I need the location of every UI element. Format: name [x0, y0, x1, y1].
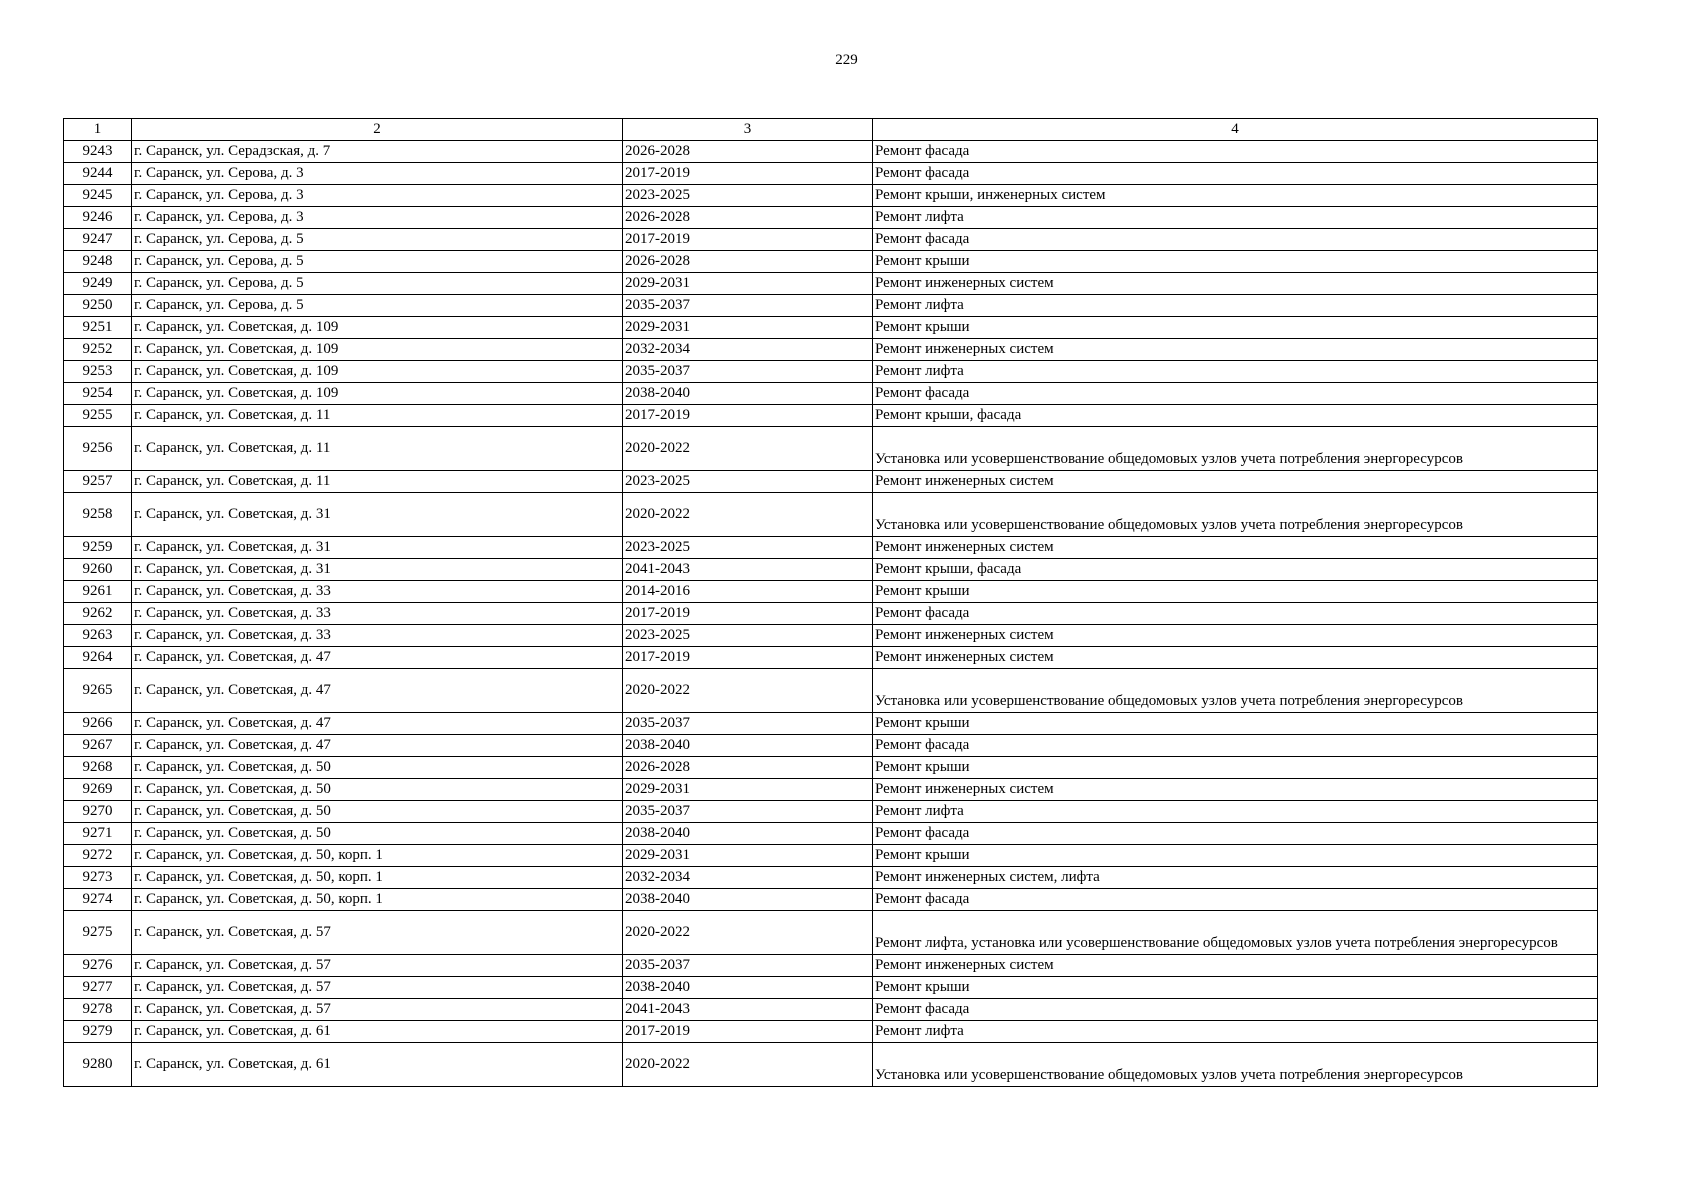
period-cell: 2038-2040	[623, 823, 873, 845]
work-type-cell: Ремонт инженерных систем	[873, 647, 1598, 669]
period-cell: 2038-2040	[623, 383, 873, 405]
table-row	[64, 647, 1598, 669]
table-row	[64, 1021, 1598, 1043]
row-number-cell: 9274	[64, 889, 132, 911]
row-number-cell: 9256	[64, 427, 132, 471]
address-cell: г. Саранск, ул. Советская, д. 61	[132, 1043, 623, 1087]
address-cell: г. Саранск, ул. Советская, д. 61	[132, 1021, 623, 1043]
row-number-cell: 9275	[64, 911, 132, 955]
period-cell: 2026-2028	[623, 251, 873, 273]
table-header	[64, 119, 1598, 141]
row-number-cell: 9247	[64, 229, 132, 251]
period-cell: 2023-2025	[623, 471, 873, 493]
address-cell: г. Саранск, ул. Серова, д. 5	[132, 251, 623, 273]
address-cell: г. Саранск, ул. Советская, д. 57	[132, 955, 623, 977]
address-cell: г. Саранск, ул. Серова, д. 5	[132, 229, 623, 251]
period-cell: 2038-2040	[623, 977, 873, 999]
work-type-cell: Ремонт фасада	[873, 141, 1598, 163]
period-cell: 2020-2022	[623, 493, 873, 537]
row-number-cell: 9280	[64, 1043, 132, 1087]
period-cell: 2029-2031	[623, 273, 873, 295]
address-cell: г. Саранск, ул. Советская, д. 47	[132, 713, 623, 735]
column-header-1: 1	[64, 119, 132, 141]
work-type-cell: Ремонт крыши	[873, 845, 1598, 867]
row-number-cell: 9269	[64, 779, 132, 801]
table-row	[64, 537, 1598, 559]
period-cell: 2017-2019	[623, 405, 873, 427]
work-type-cell: Ремонт фасада	[873, 823, 1598, 845]
address-cell: г. Саранск, ул. Советская, д. 31	[132, 493, 623, 537]
row-number-cell: 9271	[64, 823, 132, 845]
table-row	[64, 471, 1598, 493]
work-type-cell: Ремонт фасада	[873, 999, 1598, 1021]
page-number: 229	[835, 52, 858, 68]
address-cell: г. Саранск, ул. Советская, д. 33	[132, 581, 623, 603]
table-row	[64, 845, 1598, 867]
row-number-cell: 9270	[64, 801, 132, 823]
period-cell: 2032-2034	[623, 339, 873, 361]
table-row	[64, 229, 1598, 251]
table-row	[64, 999, 1598, 1021]
work-type-cell: Ремонт фасада	[873, 383, 1598, 405]
row-number-cell: 9273	[64, 867, 132, 889]
table-row	[64, 1043, 1598, 1087]
work-type-cell: Ремонт инженерных систем	[873, 955, 1598, 977]
row-number-cell: 9259	[64, 537, 132, 559]
table-row	[64, 361, 1598, 383]
work-type-cell: Ремонт инженерных систем	[873, 779, 1598, 801]
work-type-cell: Ремонт инженерных систем	[873, 471, 1598, 493]
row-number-cell: 9276	[64, 955, 132, 977]
work-type-cell: Установка или усовершенствование общедомовых узлов учета потребления энергоресурсов	[873, 1043, 1598, 1087]
table-row	[64, 911, 1598, 955]
address-cell: г. Саранск, ул. Серова, д. 3	[132, 185, 623, 207]
period-cell: 2029-2031	[623, 845, 873, 867]
table-row	[64, 801, 1598, 823]
period-cell: 2035-2037	[623, 361, 873, 383]
work-type-cell: Ремонт крыши	[873, 977, 1598, 999]
work-type-cell: Ремонт фасада	[873, 163, 1598, 185]
work-type-cell: Ремонт лифта	[873, 801, 1598, 823]
work-type-cell: Ремонт лифта	[873, 207, 1598, 229]
period-cell: 2020-2022	[623, 1043, 873, 1087]
row-number-cell: 9244	[64, 163, 132, 185]
row-number-cell: 9262	[64, 603, 132, 625]
table-row	[64, 977, 1598, 999]
row-number-cell: 9246	[64, 207, 132, 229]
row-number-cell: 9279	[64, 1021, 132, 1043]
table-row	[64, 163, 1598, 185]
address-cell: г. Саранск, ул. Советская, д. 50, корп. 1	[132, 845, 623, 867]
row-number-cell: 9249	[64, 273, 132, 295]
column-header-3: 3	[623, 119, 873, 141]
work-type-cell: Ремонт фасада	[873, 229, 1598, 251]
work-type-cell: Ремонт лифта	[873, 295, 1598, 317]
period-cell: 2017-2019	[623, 229, 873, 251]
address-cell: г. Саранск, ул. Серадзская, д. 7	[132, 141, 623, 163]
row-number-cell: 9253	[64, 361, 132, 383]
address-cell: г. Саранск, ул. Советская, д. 109	[132, 383, 623, 405]
address-cell: г. Саранск, ул. Советская, д. 31	[132, 559, 623, 581]
work-type-cell: Ремонт лифта, установка или усовершенствование общедомовых узлов учета потребления энергоресурсов	[873, 911, 1598, 955]
table-row	[64, 867, 1598, 889]
address-cell: г. Саранск, ул. Советская, д. 109	[132, 317, 623, 339]
address-cell: г. Саранск, ул. Советская, д. 50, корп. 1	[132, 889, 623, 911]
table-row	[64, 889, 1598, 911]
table-row	[64, 273, 1598, 295]
period-cell: 2017-2019	[623, 1021, 873, 1043]
table-row	[64, 339, 1598, 361]
work-type-cell: Ремонт крыши	[873, 251, 1598, 273]
row-number-cell: 9264	[64, 647, 132, 669]
work-type-cell: Ремонт крыши	[873, 581, 1598, 603]
period-cell: 2038-2040	[623, 889, 873, 911]
address-cell: г. Саранск, ул. Советская, д. 11	[132, 471, 623, 493]
period-cell: 2017-2019	[623, 647, 873, 669]
table-row	[64, 955, 1598, 977]
address-cell: г. Саранск, ул. Советская, д. 50	[132, 779, 623, 801]
work-type-cell: Ремонт фасада	[873, 889, 1598, 911]
address-cell: г. Саранск, ул. Серова, д. 5	[132, 295, 623, 317]
row-number-cell: 9265	[64, 669, 132, 713]
work-type-cell: Установка или усовершенствование общедомовых узлов учета потребления энергоресурсов	[873, 493, 1598, 537]
work-type-cell: Ремонт инженерных систем	[873, 537, 1598, 559]
table-row	[64, 713, 1598, 735]
period-cell: 2041-2043	[623, 999, 873, 1021]
address-cell: г. Саранск, ул. Советская, д. 47	[132, 647, 623, 669]
row-number-cell: 9272	[64, 845, 132, 867]
address-cell: г. Саранск, ул. Советская, д. 47	[132, 669, 623, 713]
address-cell: г. Саранск, ул. Советская, д. 33	[132, 603, 623, 625]
row-number-cell: 9255	[64, 405, 132, 427]
work-type-cell: Ремонт инженерных систем	[873, 273, 1598, 295]
period-cell: 2035-2037	[623, 955, 873, 977]
period-cell: 2038-2040	[623, 735, 873, 757]
period-cell: 2041-2043	[623, 559, 873, 581]
table-row	[64, 383, 1598, 405]
table-row	[64, 559, 1598, 581]
work-type-cell: Ремонт крыши	[873, 317, 1598, 339]
work-type-cell: Ремонт крыши	[873, 713, 1598, 735]
period-cell: 2026-2028	[623, 141, 873, 163]
table-row	[64, 735, 1598, 757]
row-number-cell: 9260	[64, 559, 132, 581]
address-cell: г. Саранск, ул. Советская, д. 57	[132, 977, 623, 999]
address-cell: г. Саранск, ул. Советская, д. 57	[132, 911, 623, 955]
table-row	[64, 141, 1598, 163]
table-row	[64, 405, 1598, 427]
period-cell: 2035-2037	[623, 295, 873, 317]
table-row	[64, 493, 1598, 537]
row-number-cell: 9268	[64, 757, 132, 779]
row-number-cell: 9252	[64, 339, 132, 361]
table-row	[64, 669, 1598, 713]
period-cell: 2029-2031	[623, 779, 873, 801]
table-row	[64, 757, 1598, 779]
row-number-cell: 9251	[64, 317, 132, 339]
period-cell: 2020-2022	[623, 427, 873, 471]
table-row	[64, 251, 1598, 273]
table-row	[64, 427, 1598, 471]
row-number-cell: 9254	[64, 383, 132, 405]
period-cell: 2026-2028	[623, 207, 873, 229]
work-type-cell: Ремонт фасада	[873, 603, 1598, 625]
address-cell: г. Саранск, ул. Советская, д. 33	[132, 625, 623, 647]
row-number-cell: 9267	[64, 735, 132, 757]
work-type-cell: Ремонт фасада	[873, 735, 1598, 757]
period-cell: 2023-2025	[623, 185, 873, 207]
address-cell: г. Саранск, ул. Советская, д. 47	[132, 735, 623, 757]
address-cell: г. Саранск, ул. Серова, д. 5	[132, 273, 623, 295]
work-type-cell: Ремонт инженерных систем	[873, 625, 1598, 647]
work-type-cell: Ремонт крыши, инженерных систем	[873, 185, 1598, 207]
row-number-cell: 9261	[64, 581, 132, 603]
period-cell: 2026-2028	[623, 757, 873, 779]
row-number-cell: 9250	[64, 295, 132, 317]
row-number-cell: 9243	[64, 141, 132, 163]
period-cell: 2023-2025	[623, 537, 873, 559]
table-row	[64, 185, 1598, 207]
period-cell: 2020-2022	[623, 669, 873, 713]
address-cell: г. Саранск, ул. Серова, д. 3	[132, 163, 623, 185]
row-number-cell: 9263	[64, 625, 132, 647]
table-row	[64, 823, 1598, 845]
table-row	[64, 603, 1598, 625]
column-header-2: 2	[132, 119, 623, 141]
repair-schedule-table	[63, 118, 1598, 1087]
work-type-cell: Установка или усовершенствование общедомовых узлов учета потребления энергоресурсов	[873, 669, 1598, 713]
period-cell: 2014-2016	[623, 581, 873, 603]
period-cell: 2017-2019	[623, 603, 873, 625]
table-row	[64, 295, 1598, 317]
address-cell: г. Саранск, ул. Серова, д. 3	[132, 207, 623, 229]
work-type-cell: Ремонт крыши, фасада	[873, 405, 1598, 427]
work-type-cell: Установка или усовершенствование общедомовых узлов учета потребления энергоресурсов	[873, 427, 1598, 471]
row-number-cell: 9277	[64, 977, 132, 999]
row-number-cell: 9278	[64, 999, 132, 1021]
table-row	[64, 207, 1598, 229]
address-cell: г. Саранск, ул. Советская, д. 50	[132, 823, 623, 845]
period-cell: 2032-2034	[623, 867, 873, 889]
row-number-cell: 9248	[64, 251, 132, 273]
work-type-cell: Ремонт лифта	[873, 1021, 1598, 1043]
period-cell: 2035-2037	[623, 713, 873, 735]
address-cell: г. Саранск, ул. Советская, д. 109	[132, 339, 623, 361]
column-header-4: 4	[873, 119, 1598, 141]
period-cell: 2020-2022	[623, 911, 873, 955]
work-type-cell: Ремонт инженерных систем	[873, 339, 1598, 361]
row-number-cell: 9245	[64, 185, 132, 207]
header-row	[64, 119, 1598, 141]
row-number-cell: 9258	[64, 493, 132, 537]
table-row	[64, 317, 1598, 339]
period-cell: 2029-2031	[623, 317, 873, 339]
address-cell: г. Саранск, ул. Советская, д. 109	[132, 361, 623, 383]
work-type-cell: Ремонт крыши	[873, 757, 1598, 779]
period-cell: 2017-2019	[623, 163, 873, 185]
table-row	[64, 581, 1598, 603]
address-cell: г. Саранск, ул. Советская, д. 50	[132, 757, 623, 779]
address-cell: г. Саранск, ул. Советская, д. 57	[132, 999, 623, 1021]
table-body	[64, 141, 1598, 1087]
address-cell: г. Саранск, ул. Советская, д. 50	[132, 801, 623, 823]
address-cell: г. Саранск, ул. Советская, д. 31	[132, 537, 623, 559]
address-cell: г. Саранск, ул. Советская, д. 50, корп. 1	[132, 867, 623, 889]
row-number-cell: 9266	[64, 713, 132, 735]
work-type-cell: Ремонт крыши, фасада	[873, 559, 1598, 581]
period-cell: 2035-2037	[623, 801, 873, 823]
period-cell: 2023-2025	[623, 625, 873, 647]
table-row	[64, 779, 1598, 801]
row-number-cell: 9257	[64, 471, 132, 493]
table-row	[64, 625, 1598, 647]
work-type-cell: Ремонт лифта	[873, 361, 1598, 383]
address-cell: г. Саранск, ул. Советская, д. 11	[132, 427, 623, 471]
work-type-cell: Ремонт инженерных систем, лифта	[873, 867, 1598, 889]
address-cell: г. Саранск, ул. Советская, д. 11	[132, 405, 623, 427]
